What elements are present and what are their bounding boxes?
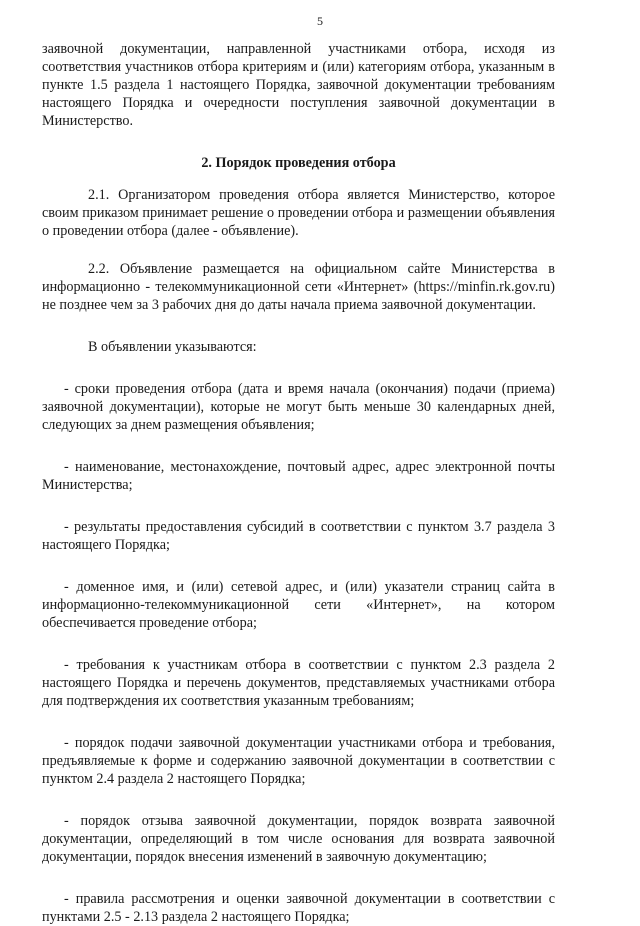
list-intro: В объявлении указываются: [88,339,257,355]
page-number: 5 [317,14,323,28]
paragraph-2-2: 2.2. Объявление размещается на официальном сайте Министерства в информационно - телекоммуникационной сети «Интернет» (https://minfin.rk.gov.ru) не позднее чем за 3 рабочих дня до даты начала приема заявочной документации. [42,261,555,313]
section-heading: 2. Порядок проведения отбора [201,155,396,171]
document-body [42,40,555,926]
list-item: - сроки проведения отбора (дата и время начала (окончания) подачи (приема) заявочной документации), которые не могут быть меньше 30 календарных дней, следующих за днем размещения объявления; [42,381,555,433]
list-item: - порядок отзыва заявочной документации, порядок возврата заявочной документации, определяющий в том числе основания для возврата заявочной документации, порядок внесения изменений в заявочную документацию; [42,813,555,865]
list-item: - наименование, местонахождение, почтовый адрес, адрес электронной почты Министерства; [42,459,555,493]
list-item: - правила рассмотрения и оценки заявочной документации в соответствии с пунктами 2.5 - 2.13 раздела 2 настоящего Порядка; [42,891,555,925]
continuation-paragraph: заявочной документации, направленной участниками отбора, исходя из соответствия участников отбора критериям и (или) категориям отбора, указанным в пункте 1.5 раздела 1 настоящего Порядка, заявочной документации требованиям настоящего Порядка и очередности поступления заявочной документации в Министерство. [42,41,555,129]
list-item: - порядок подачи заявочной документации участниками отбора и требования, предъявляемые к форме и содержанию заявочной документации в соответствии с пунктом 2.4 раздела 2 настоящего Порядка; [42,735,555,787]
list-item: - требования к участникам отбора в соответствии с пунктом 2.3 раздела 2 настоящего Порядка и перечень документов, представляемых участниками отбора для подтверждения их соответствия указанным требованиям; [42,657,555,709]
paragraph-2-1: 2.1. Организатором проведения отбора является Министерство, которое своим приказом принимает решение о проведении отбора и размещении объявления о проведении отбора (далее - объявление). [42,187,555,239]
list-item: - доменное имя, и (или) сетевой адрес, и (или) указатели страниц сайта в информационно-телекоммуникационной сети «Интернет», на котором обеспечивается проведение отбора; [42,579,555,631]
list-item: - результаты предоставления субсидий в соответствии с пунктом 3.7 раздела 3 настоящего Порядка; [42,519,555,553]
